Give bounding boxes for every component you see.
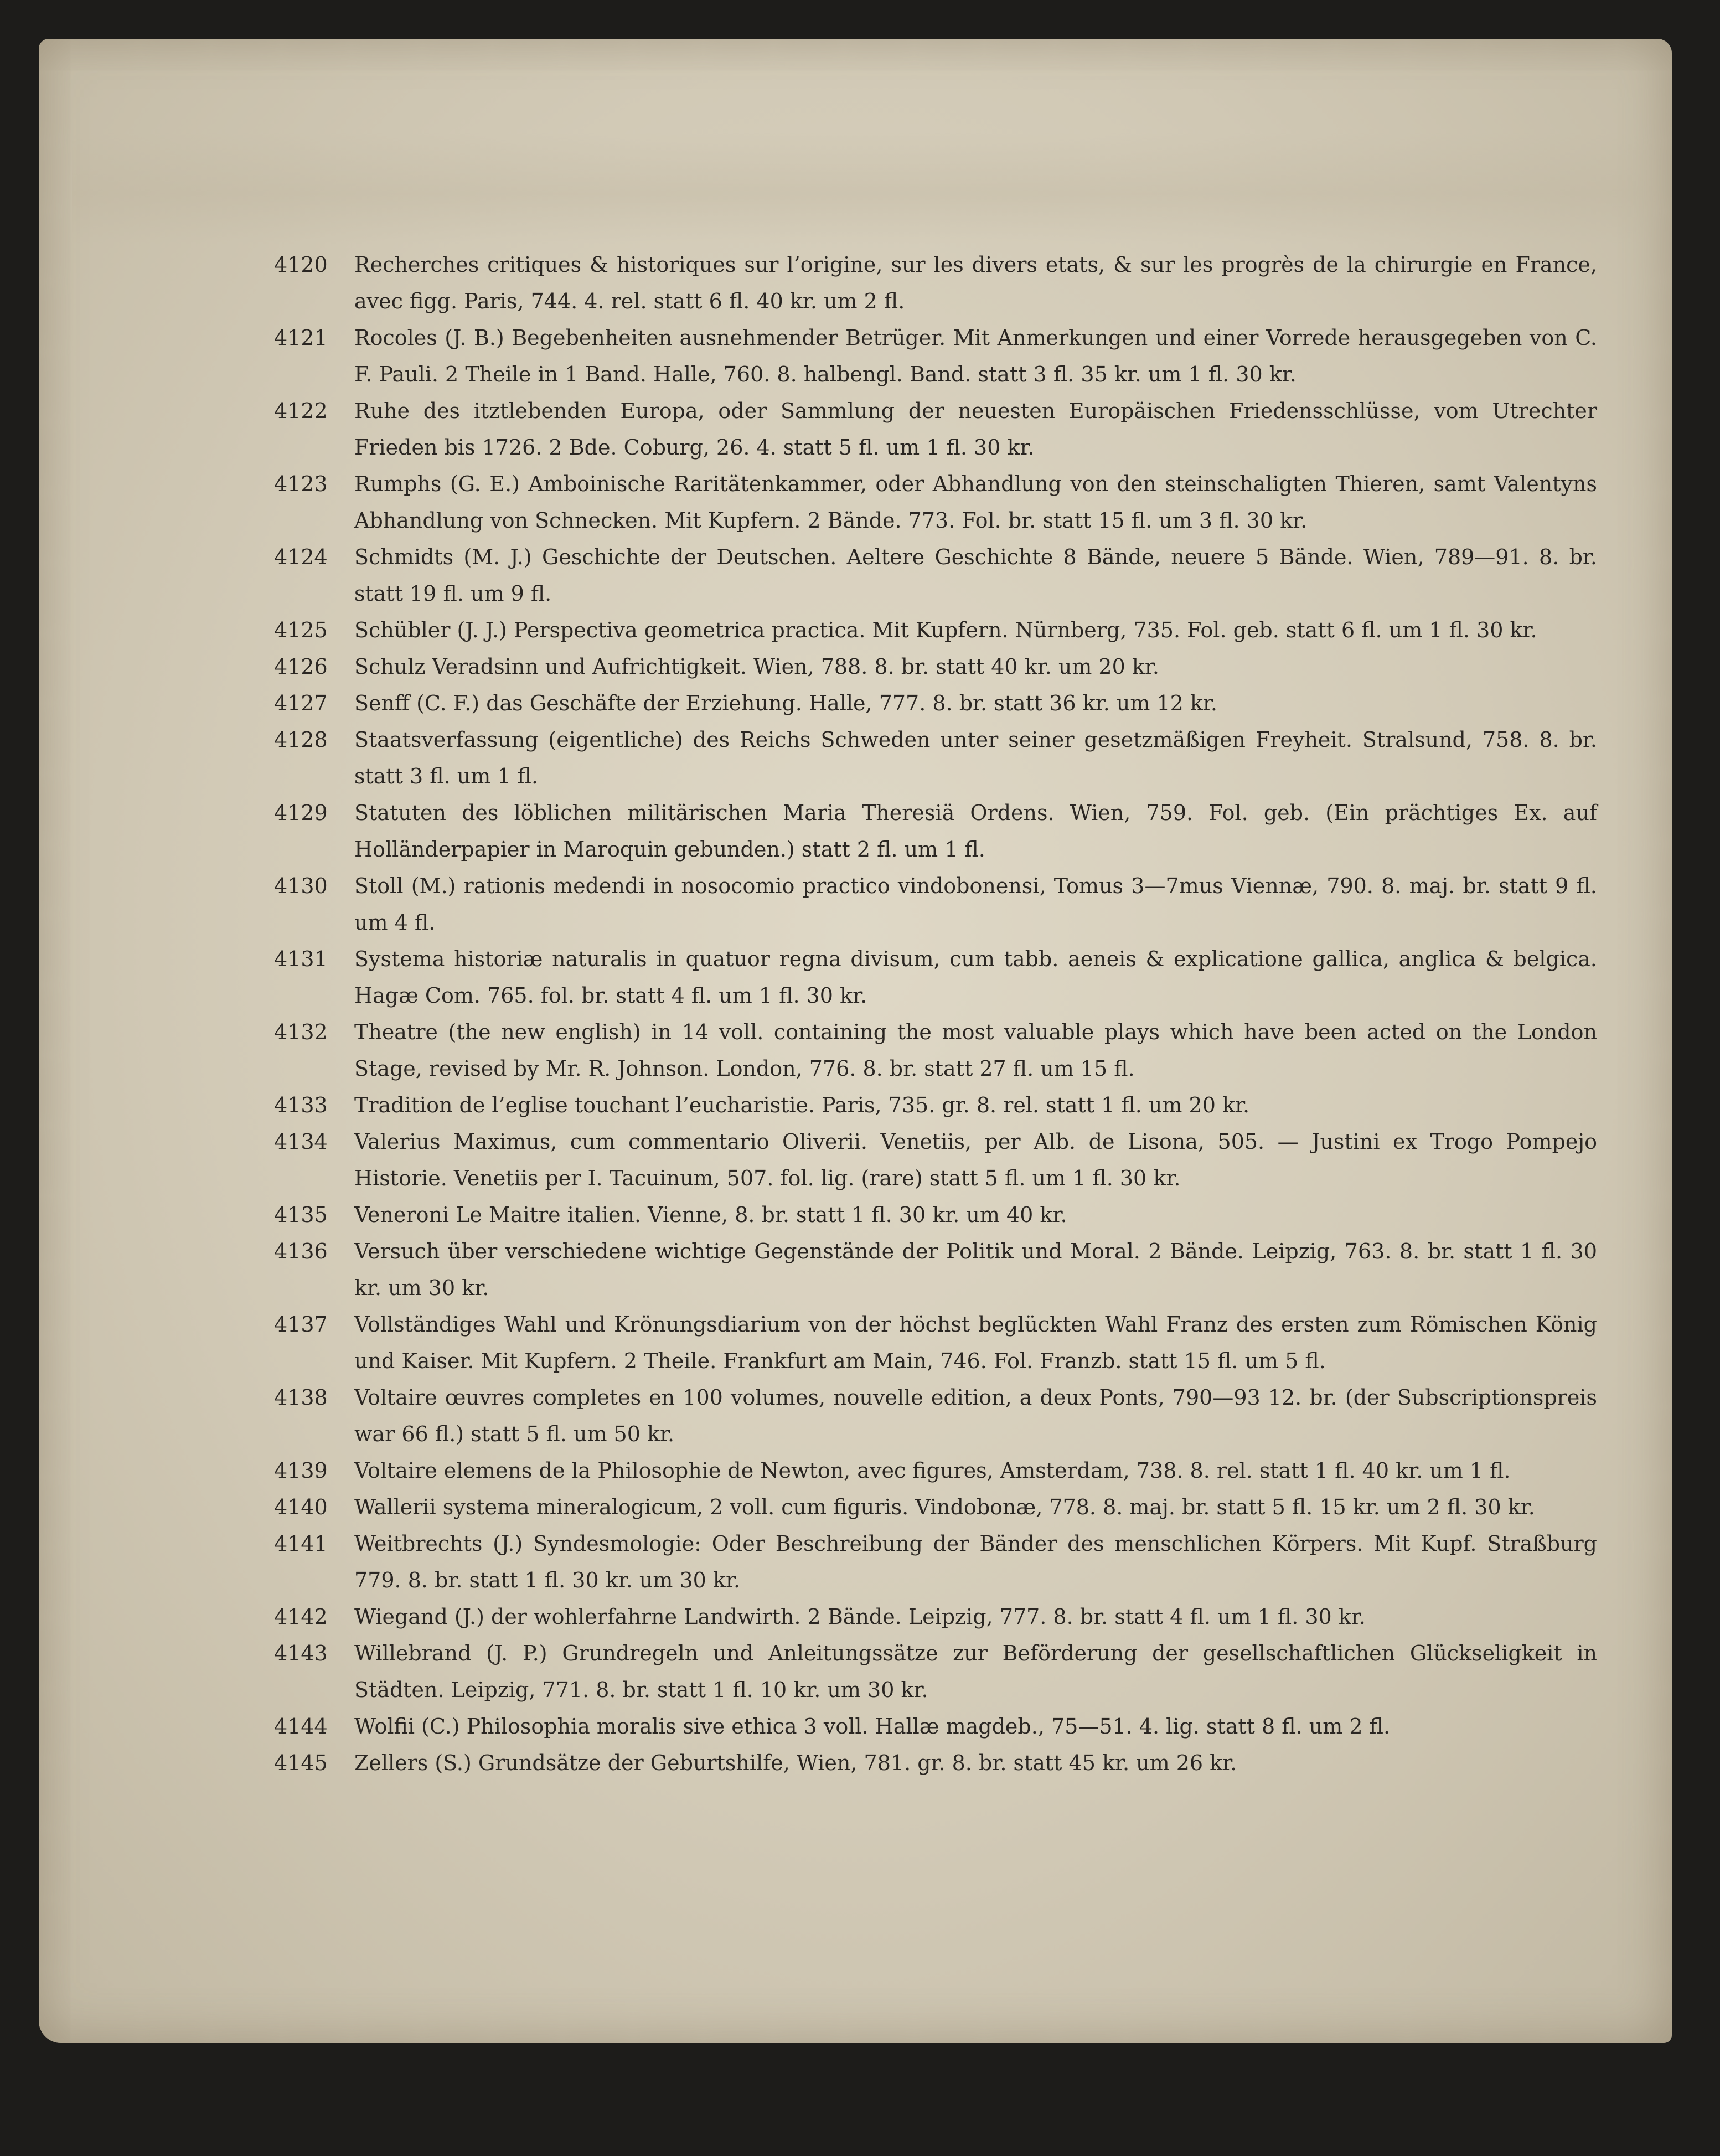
entry-number: 4127 bbox=[274, 691, 328, 715]
catalog-entry bbox=[274, 1708, 1597, 1745]
entry-text: Systema historiæ naturalis in quatuor regna divisum, cum tabb. aeneis & explicatione gallica, anglica & belgica. Hagæ Com. 765. fol. br. statt 4 fl. um 1 fl. 30 kr. bbox=[354, 947, 1597, 1008]
entry-number: 4120 bbox=[274, 252, 328, 277]
entry-text: Stoll (M.) rationis medendi in nosocomio practico vindobonensi, Tomus 3—7mus Viennæ, 790. 8. maj. br. statt 9 fl. um 4 fl. bbox=[354, 874, 1597, 935]
entry-text: Schübler (J. J.) Perspectiva geometrica practica. Mit Kupfern. Nürnberg, 735. Fol. geb. statt 6 fl. um 1 fl. 30 kr. bbox=[354, 618, 1537, 642]
catalog-entry bbox=[274, 319, 1597, 393]
entry-number: 4128 bbox=[274, 728, 328, 752]
entry-text: Rocoles (J. B.) Begebenheiten ausnehmender Betrüger. Mit Anmerkungen und einer Vorrede herausgegeben von C. F. Pauli. 2 Theile in 1 Band. Halle, 760. 8. halbengl. Band. statt 3 fl. 35 kr. um 1 fl. 30 kr. bbox=[354, 326, 1597, 386]
catalog-entry bbox=[274, 1745, 1597, 1781]
catalog-entry bbox=[274, 466, 1597, 539]
entry-number: 4129 bbox=[274, 801, 328, 825]
entry-number: 4141 bbox=[274, 1531, 328, 1556]
catalog-entry bbox=[274, 1452, 1597, 1489]
catalog-entry bbox=[274, 941, 1597, 1014]
entry-number: 4136 bbox=[274, 1239, 328, 1263]
entry-text: Recherches critiques & historiques sur l’origine, sur les divers etats, & sur les progrès de la chirurgie en France, avec figg. Paris, 744. 4. rel. statt 6 fl. 40 kr. um 2 fl. bbox=[354, 252, 1597, 313]
catalog-entry bbox=[274, 1123, 1597, 1196]
entry-number: 4123 bbox=[274, 472, 328, 496]
catalog-entry bbox=[274, 1379, 1597, 1452]
entry-text: Statuten des löblichen militärischen Maria Theresiä Ordens. Wien, 759. Fol. geb. (Ein prächtiges Ex. auf Holländerpapier in Maroquin gebunden.) statt 2 fl. um 1 fl. bbox=[354, 801, 1597, 862]
catalog-entry bbox=[274, 246, 1597, 319]
entry-text: Senff (C. F.) das Geschäfte der Erziehung. Halle, 777. 8. br. statt 36 kr. um 12 kr. bbox=[354, 691, 1217, 715]
entry-text: Willebrand (J. P.) Grundregeln und Anleitungssätze zur Beförderung der gesellschaftlichen Glückseligkeit in Städten. Leipzig, 771. 8. br. statt 1 fl. 10 kr. um 30 kr. bbox=[354, 1641, 1597, 1702]
entry-number: 4132 bbox=[274, 1020, 328, 1044]
entry-number: 4130 bbox=[274, 874, 328, 898]
entry-text: Voltaire œuvres completes en 100 volumes, nouvelle edition, a deux Ponts, 790—93 12. br. (der Subscriptionspreis war 66 fl.) statt 5 fl. um 50 kr. bbox=[354, 1385, 1597, 1446]
entry-number: 4142 bbox=[274, 1605, 328, 1629]
catalog-entry-list bbox=[274, 246, 1597, 1781]
entry-number: 4126 bbox=[274, 654, 328, 679]
catalog-entry bbox=[274, 1489, 1597, 1525]
entry-text: Zellers (S.) Grundsätze der Geburtshilfe, Wien, 781. gr. 8. br. statt 45 kr. um 26 kr. bbox=[354, 1751, 1237, 1775]
entry-number: 4145 bbox=[274, 1751, 328, 1775]
entry-number: 4140 bbox=[274, 1495, 328, 1519]
page-fold-shading bbox=[72, 133, 1655, 244]
entry-number: 4124 bbox=[274, 545, 328, 569]
entry-text: Theatre (the new english) in 14 voll. containing the most valuable plays which have been acted on the London Stage, revised by Mr. R. Johnson. London, 776. 8. br. statt 27 fl. um 15 fl. bbox=[354, 1020, 1597, 1081]
catalog-entry bbox=[274, 1087, 1597, 1123]
entry-text: Tradition de l’eglise touchant l’eucharistie. Paris, 735. gr. 8. rel. statt 1 fl. um 20 kr. bbox=[354, 1093, 1250, 1117]
entry-text: Schmidts (M. J.) Geschichte der Deutschen. Aeltere Geschichte 8 Bände, neuere 5 Bände. Wien, 789—91. 8. br. statt 19 fl. um 9 fl. bbox=[354, 545, 1597, 606]
catalog-page bbox=[39, 39, 1672, 2043]
entry-text: Wolfii (C.) Philosophia moralis sive ethica 3 voll. Hallæ magdeb., 75—51. 4. lig. statt 8 fl. um 2 fl. bbox=[354, 1714, 1391, 1739]
catalog-entry bbox=[274, 1635, 1597, 1708]
entry-number: 4139 bbox=[274, 1458, 328, 1483]
catalog-entry bbox=[274, 795, 1597, 868]
entry-number: 4125 bbox=[274, 618, 328, 642]
entry-number: 4133 bbox=[274, 1093, 328, 1117]
catalog-entry bbox=[274, 648, 1597, 685]
entry-number: 4144 bbox=[274, 1714, 328, 1739]
entry-number: 4138 bbox=[274, 1385, 328, 1410]
entry-text: Valerius Maximus, cum commentario Oliverii. Venetiis, per Alb. de Lisona, 505. — Justini ex Trogo Pompejo Historie. Venetiis per I. Tacuinum, 507. fol. lig. (rare) statt 5 fl. um 1 fl. 30 kr. bbox=[354, 1129, 1597, 1190]
catalog-entry bbox=[274, 612, 1597, 648]
catalog-entry bbox=[274, 868, 1597, 941]
catalog-entry bbox=[274, 1196, 1597, 1233]
entry-text: Rumphs (G. E.) Amboinische Raritätenkammer, oder Abhandlung von den steinschaligten Thieren, samt Valentyns Abhandlung von Schnecken. Mit Kupfern. 2 Bände. 773. Fol. br. statt 15 fl. um 3 fl. 30 kr. bbox=[354, 472, 1597, 533]
entry-text: Ruhe des itztlebenden Europa, oder Sammlung der neuesten Europäischen Friedensschlüsse, vom Utrechter Frieden bis 1726. 2 Bde. Coburg, 26. 4. statt 5 fl. um 1 fl. 30 kr. bbox=[354, 399, 1597, 460]
catalog-entry bbox=[274, 393, 1597, 466]
entry-text: Staatsverfassung (eigentliche) des Reichs Schweden unter seiner gesetzmäßigen Freyheit. Stralsund, 758. 8. br. statt 3 fl. um 1 fl. bbox=[354, 728, 1597, 788]
entry-text: Voltaire elemens de la Philosophie de Newton, avec figures, Amsterdam, 738. 8. rel. statt 1 fl. 40 kr. um 1 fl. bbox=[354, 1458, 1511, 1483]
catalog-entry bbox=[274, 1525, 1597, 1598]
entry-number: 4134 bbox=[274, 1129, 328, 1154]
entry-text: Veneroni Le Maitre italien. Vienne, 8. br. statt 1 fl. 30 kr. um 40 kr. bbox=[354, 1203, 1067, 1227]
catalog-entry bbox=[274, 685, 1597, 721]
entry-number: 4143 bbox=[274, 1641, 328, 1665]
entry-number: 4121 bbox=[274, 326, 328, 350]
entry-text: Wallerii systema mineralogicum, 2 voll. cum figuris. Vindobonæ, 778. 8. maj. br. statt 5 fl. 15 kr. um 2 fl. 30 kr. bbox=[354, 1495, 1535, 1519]
catalog-entry bbox=[274, 1306, 1597, 1379]
catalog-entry bbox=[274, 1014, 1597, 1087]
catalog-entry bbox=[274, 1233, 1597, 1306]
entry-text: Schulz Veradsinn und Aufrichtigkeit. Wien, 788. 8. br. statt 40 kr. um 20 kr. bbox=[354, 654, 1159, 679]
entry-text: Wiegand (J.) der wohlerfahrne Landwirth. 2 Bände. Leipzig, 777. 8. br. statt 4 fl. um 1 fl. 30 kr. bbox=[354, 1605, 1366, 1629]
catalog-entry bbox=[274, 539, 1597, 612]
entry-text: Versuch über verschiedene wichtige Gegenstände der Politik und Moral. 2 Bände. Leipzig, 763. 8. br. statt 1 fl. 30 kr. um 30 kr. bbox=[354, 1239, 1597, 1300]
entry-number: 4135 bbox=[274, 1203, 328, 1227]
catalog-entry bbox=[274, 721, 1597, 795]
entry-number: 4131 bbox=[274, 947, 328, 971]
entry-number: 4137 bbox=[274, 1312, 328, 1337]
catalog-entry bbox=[274, 1598, 1597, 1635]
entry-number: 4122 bbox=[274, 399, 328, 423]
entry-text: Weitbrechts (J.) Syndesmologie: Oder Beschreibung der Bänder des menschlichen Körpers. Mit Kupf. Straßburg 779. 8. br. statt 1 fl. 30 kr. um 30 kr. bbox=[354, 1531, 1597, 1592]
entry-text: Vollständiges Wahl und Krönungsdiarium von der höchst beglückten Wahl Franz des ersten zum Römischen König und Kaiser. Mit Kupfern. 2 Theile. Frankfurt am Main, 746. Fol. Franzb. statt 15 fl. um 5 fl. bbox=[354, 1312, 1597, 1373]
